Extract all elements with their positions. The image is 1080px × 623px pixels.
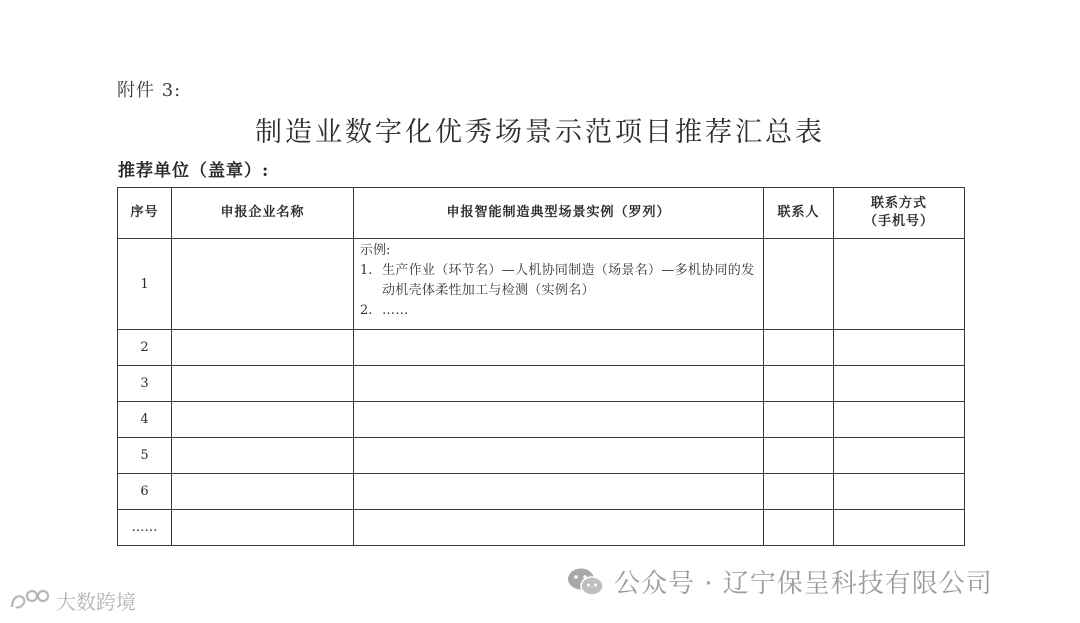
row-index: 2	[118, 330, 172, 366]
company-cell	[172, 510, 354, 546]
company-cell	[172, 330, 354, 366]
column-header-company: 申报企业名称	[172, 188, 354, 239]
column-header-cases: 申报智能制造典型场景实例（罗列）	[354, 188, 764, 239]
table-row	[118, 438, 965, 474]
table-row	[118, 239, 965, 330]
cases-cell	[354, 402, 764, 438]
table-row	[118, 366, 965, 402]
column-header-index: 序号	[118, 188, 172, 239]
contact-cell	[764, 474, 834, 510]
column-header-contact: 联系人	[764, 188, 834, 239]
document-title: 制造业数字化优秀场景示范项目推荐汇总表	[255, 117, 825, 148]
table-row	[118, 510, 965, 546]
table-row	[118, 402, 965, 438]
row-index: 1	[118, 239, 172, 330]
example-item-2-number: 2.	[360, 303, 373, 318]
brand-logo-icon	[8, 587, 52, 615]
example-item-2-text: ……	[382, 303, 409, 318]
phone-cell	[834, 402, 965, 438]
row-index: 5	[118, 438, 172, 474]
contact-cell	[764, 239, 834, 330]
company-cell	[172, 239, 354, 330]
contact-cell	[764, 330, 834, 366]
wechat-account-name: 公众号 · 辽宁保呈科技有限公司	[614, 569, 993, 599]
example-item-1-number: 1.	[360, 263, 373, 278]
phone-cell	[834, 239, 965, 330]
phone-cell	[834, 510, 965, 546]
brand-watermark-text: 大数跨境	[56, 590, 136, 614]
wechat-account-watermark	[566, 563, 993, 600]
cases-cell	[354, 474, 764, 510]
cases-cell	[354, 510, 764, 546]
cases-cell	[354, 438, 764, 474]
phone-cell	[834, 366, 965, 402]
table-row	[118, 474, 965, 510]
phone-cell	[834, 438, 965, 474]
contact-cell	[764, 366, 834, 402]
table-header-row	[118, 188, 965, 239]
example-item-1-text: 生产作业（环节名）—人机协同制造（场景名）—多机协同的发动机壳体柔性加工与检测（实例名）	[382, 263, 755, 298]
row-index: 3	[118, 366, 172, 402]
example-cases-cell	[354, 239, 764, 330]
table-row	[118, 330, 965, 366]
phone-header-line2: （手机号）	[863, 214, 934, 229]
row-index: 4	[118, 402, 172, 438]
wechat-icon	[566, 567, 606, 597]
contact-cell	[764, 438, 834, 474]
cases-cell	[354, 330, 764, 366]
contact-cell	[764, 510, 834, 546]
phone-header-line1: 联系方式	[870, 196, 927, 211]
example-intro: 示例:	[360, 243, 391, 258]
recommending-unit-label: 推荐单位（盖章）:	[118, 161, 270, 181]
company-cell	[172, 402, 354, 438]
column-header-phone	[834, 188, 965, 239]
company-cell	[172, 474, 354, 510]
company-cell	[172, 438, 354, 474]
attachment-label: 附件 3:	[117, 80, 182, 101]
example-item-1	[360, 261, 757, 301]
phone-cell	[834, 474, 965, 510]
example-item-2	[360, 301, 757, 321]
cases-cell	[354, 366, 764, 402]
company-cell	[172, 366, 354, 402]
brand-watermark	[8, 586, 136, 615]
row-index: 6	[118, 474, 172, 510]
phone-cell	[834, 330, 965, 366]
summary-table	[117, 187, 965, 546]
contact-cell	[764, 402, 834, 438]
row-index: ……	[118, 510, 172, 546]
